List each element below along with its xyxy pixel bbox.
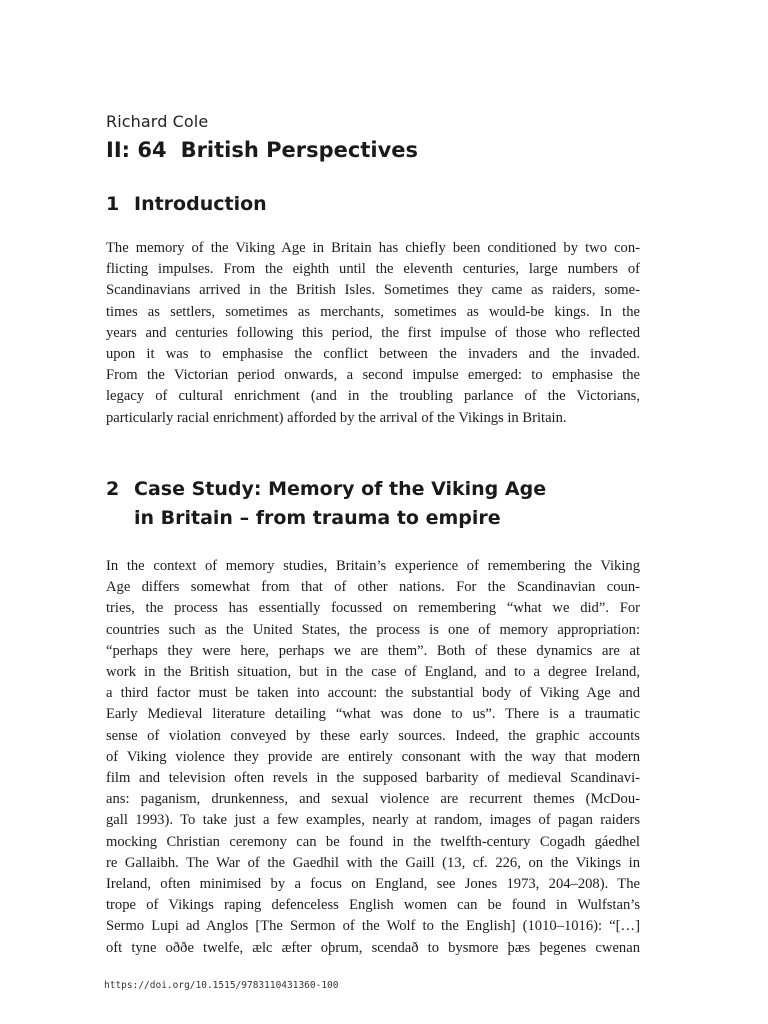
text-line: times as settlers, sometimes as merchants, sometimes as would-be kings. In the bbox=[106, 303, 640, 320]
text-line: legacy of cultural enrichment (and in the troubling parlance of the Victorians, bbox=[106, 388, 640, 405]
text-line: mocking Christian ceremony can be found in the twelfth-century Cogadh gáedhel bbox=[106, 833, 640, 850]
text-line: a third factor must be taken into account: the substantial body of Viking Age and bbox=[106, 685, 640, 702]
text-line: upon it was to emphasise the conflict between the invaders and the invaded. bbox=[106, 346, 640, 363]
text-line: From the Victorian period onwards, a second impulse emerged: to emphasise the bbox=[106, 367, 640, 384]
text-line: film and television often revels in the supposed barbarity of medieval Scandinavi- bbox=[106, 770, 640, 787]
section-1-paragraph bbox=[106, 238, 640, 429]
text-line: work in the British situation, but in the case of England, and to a degree Ireland, bbox=[106, 664, 640, 681]
text-line: of Viking violence they provide are entirely consonant with the way that modern bbox=[106, 748, 640, 765]
text-line: tries, the process has essentially focussed on remembering “what we did”. For bbox=[106, 600, 640, 617]
text-line: Ireland, often minimised by a focus on England, see Jones 1973, 204–208). The bbox=[106, 876, 640, 893]
text-line: re Gallaibh. The War of the Gaedhil with the Gaill (13, cf. 226, on the Vikings in bbox=[106, 854, 640, 871]
text-line: Age differs somewhat from that of other nations. For the Scandinavian coun- bbox=[106, 579, 640, 596]
section-1-heading bbox=[106, 193, 267, 215]
text-line: sense of violation conveyed by these early sources. Indeed, the graphic accounts bbox=[106, 727, 640, 744]
text-line: Scandinavians arrived in the British Isles. Sometimes they came as raiders, some- bbox=[106, 282, 640, 299]
text-line: gall 1993). To take just a few examples, nearly at random, images of pagan raiders bbox=[106, 812, 640, 829]
text-line: Sermo Lupi ad Anglos [The Sermon of the Wolf to the English] (1010–1016): “[…] bbox=[106, 918, 640, 935]
text-line: The memory of the Viking Age in Britain has chiefly been conditioned by two con- bbox=[106, 240, 640, 256]
chapter-number: II: 64 bbox=[106, 138, 167, 162]
doi-link[interactable]: https://doi.org/10.1515/9783110431360-100 bbox=[104, 980, 339, 991]
chapter-title-text: British Perspectives bbox=[180, 138, 419, 162]
section-2-paragraph bbox=[106, 556, 640, 959]
section-2-heading bbox=[106, 478, 546, 529]
section-2-title-line1: Case Study: Memory of the Viking Age bbox=[134, 478, 547, 500]
author-name: Richard Cole bbox=[106, 112, 209, 131]
text-line: particularly racial enrichment) afforded by the arrival of the Vikings in Britain. bbox=[106, 409, 567, 426]
section-2-number: 2 bbox=[106, 478, 120, 500]
text-line: ans: paganism, drunkenness, and sexual violence are recurrent themes (McDou- bbox=[106, 791, 640, 808]
text-line: oft tyne oððe twelfe, ælc æfter oþrum, scendað to bysmore þæs þegenes cwenan bbox=[106, 939, 640, 956]
text-line: years and centuries following this period, the first impulse of those who reflected bbox=[106, 324, 640, 341]
text-line: countries such as the United States, the process is one of memory appropriation: bbox=[106, 621, 640, 638]
section-2-title-line2: in Britain – from trauma to empire bbox=[134, 507, 501, 529]
chapter-title bbox=[106, 138, 418, 162]
text-line: In the context of memory studies, Britain’s experience of remembering the Viking bbox=[106, 558, 640, 574]
text-line: “perhaps they were here, perhaps we are them”. Both of these dynamics are at bbox=[106, 642, 640, 659]
text-line: trope of Vikings raping defenceless English women can be found in Wulfstan’s bbox=[106, 897, 640, 914]
section-1-title: Introduction bbox=[134, 193, 267, 215]
text-line: Early Medieval literature detailing “what was done to us”. There is a traumatic bbox=[106, 706, 640, 723]
section-1-number: 1 bbox=[106, 193, 120, 215]
text-line: flicting impulses. From the eighth until the eleventh centuries, large numbers of bbox=[106, 261, 640, 278]
